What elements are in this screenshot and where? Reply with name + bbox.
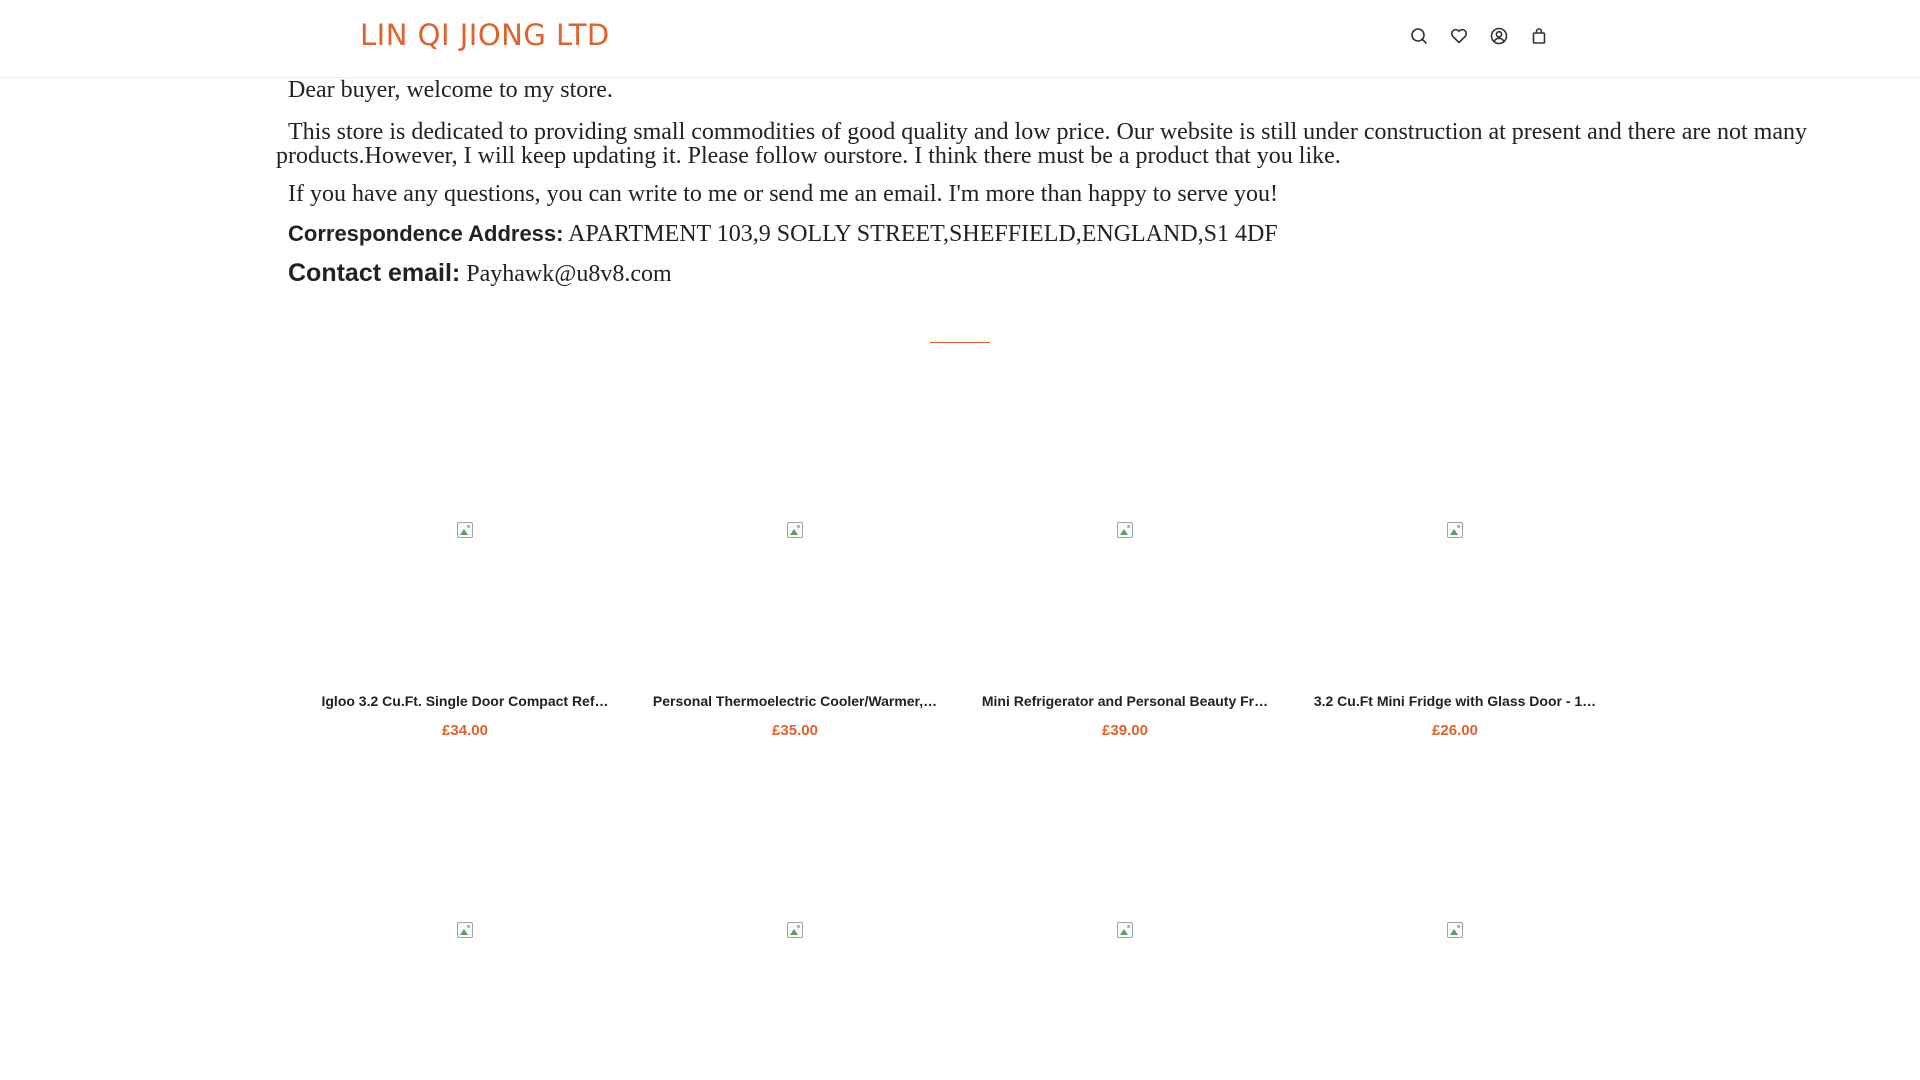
search-icon[interactable] xyxy=(1408,25,1429,46)
address-line xyxy=(288,222,1278,246)
broken-image-icon xyxy=(1447,522,1463,538)
questions-text: If you have any questions, you can write to me or send me an email. I'm more than happy to serve you! xyxy=(288,181,1279,207)
heart-icon[interactable] xyxy=(1448,25,1469,46)
product-image[interactable] xyxy=(1296,780,1614,1080)
store-description: This store is dedicated to providing small commodities of good quality and low price. Our website is still under construction at present and there are not many products.However, I will keep updating it. Please follow ourstore. I think there must be a product that you like. xyxy=(276,119,1807,169)
address-value: APARTMENT 103,9 SOLLY STREET,SHEFFIELD,ENGLAND,S1 4DF xyxy=(568,221,1278,247)
broken-image-icon xyxy=(787,522,803,538)
product-title[interactable]: Igloo 3.2 Cu.Ft. Single Door Compact Ref… xyxy=(321,693,609,709)
product-image[interactable] xyxy=(1296,380,1614,680)
product-price: £26.00 xyxy=(1432,722,1478,739)
address-label: Correspondence Address: xyxy=(288,221,564,246)
broken-image-icon xyxy=(1117,922,1133,938)
product-price: £34.00 xyxy=(442,722,488,739)
broken-image-icon xyxy=(457,922,473,938)
product-price: £35.00 xyxy=(772,722,818,739)
site-header xyxy=(0,0,1920,78)
section-divider xyxy=(930,342,990,343)
email-value[interactable]: Payhawk@u8v8.com xyxy=(466,261,672,287)
product-image[interactable] xyxy=(636,780,954,1080)
broken-image-icon xyxy=(457,522,473,538)
header-icons xyxy=(1408,25,1549,46)
product-title[interactable]: Mini Refrigerator and Personal Beauty Fr… xyxy=(981,693,1269,709)
product-image[interactable] xyxy=(306,380,624,680)
broken-image-icon xyxy=(787,922,803,938)
product-price: £39.00 xyxy=(1102,722,1148,739)
greeting-text: Dear buyer, welcome to my store. xyxy=(288,77,613,103)
email-label: Contact email: xyxy=(288,259,461,287)
product-image[interactable] xyxy=(306,780,624,1080)
product-title[interactable]: 3.2 Cu.Ft Mini Fridge with Glass Door - 1… xyxy=(1313,693,1597,709)
product-image[interactable] xyxy=(966,780,1284,1080)
shopping-bag-icon[interactable] xyxy=(1528,25,1549,46)
broken-image-icon xyxy=(1117,522,1133,538)
email-line xyxy=(288,261,672,286)
broken-image-icon xyxy=(1447,922,1463,938)
account-icon[interactable] xyxy=(1488,25,1509,46)
product-image[interactable] xyxy=(966,380,1284,680)
product-image[interactable] xyxy=(636,380,954,680)
product-title[interactable]: Personal Thermoelectric Cooler/Warmer,… xyxy=(652,693,938,709)
store-logo[interactable]: LIN QI JIONG LTD xyxy=(360,18,610,52)
